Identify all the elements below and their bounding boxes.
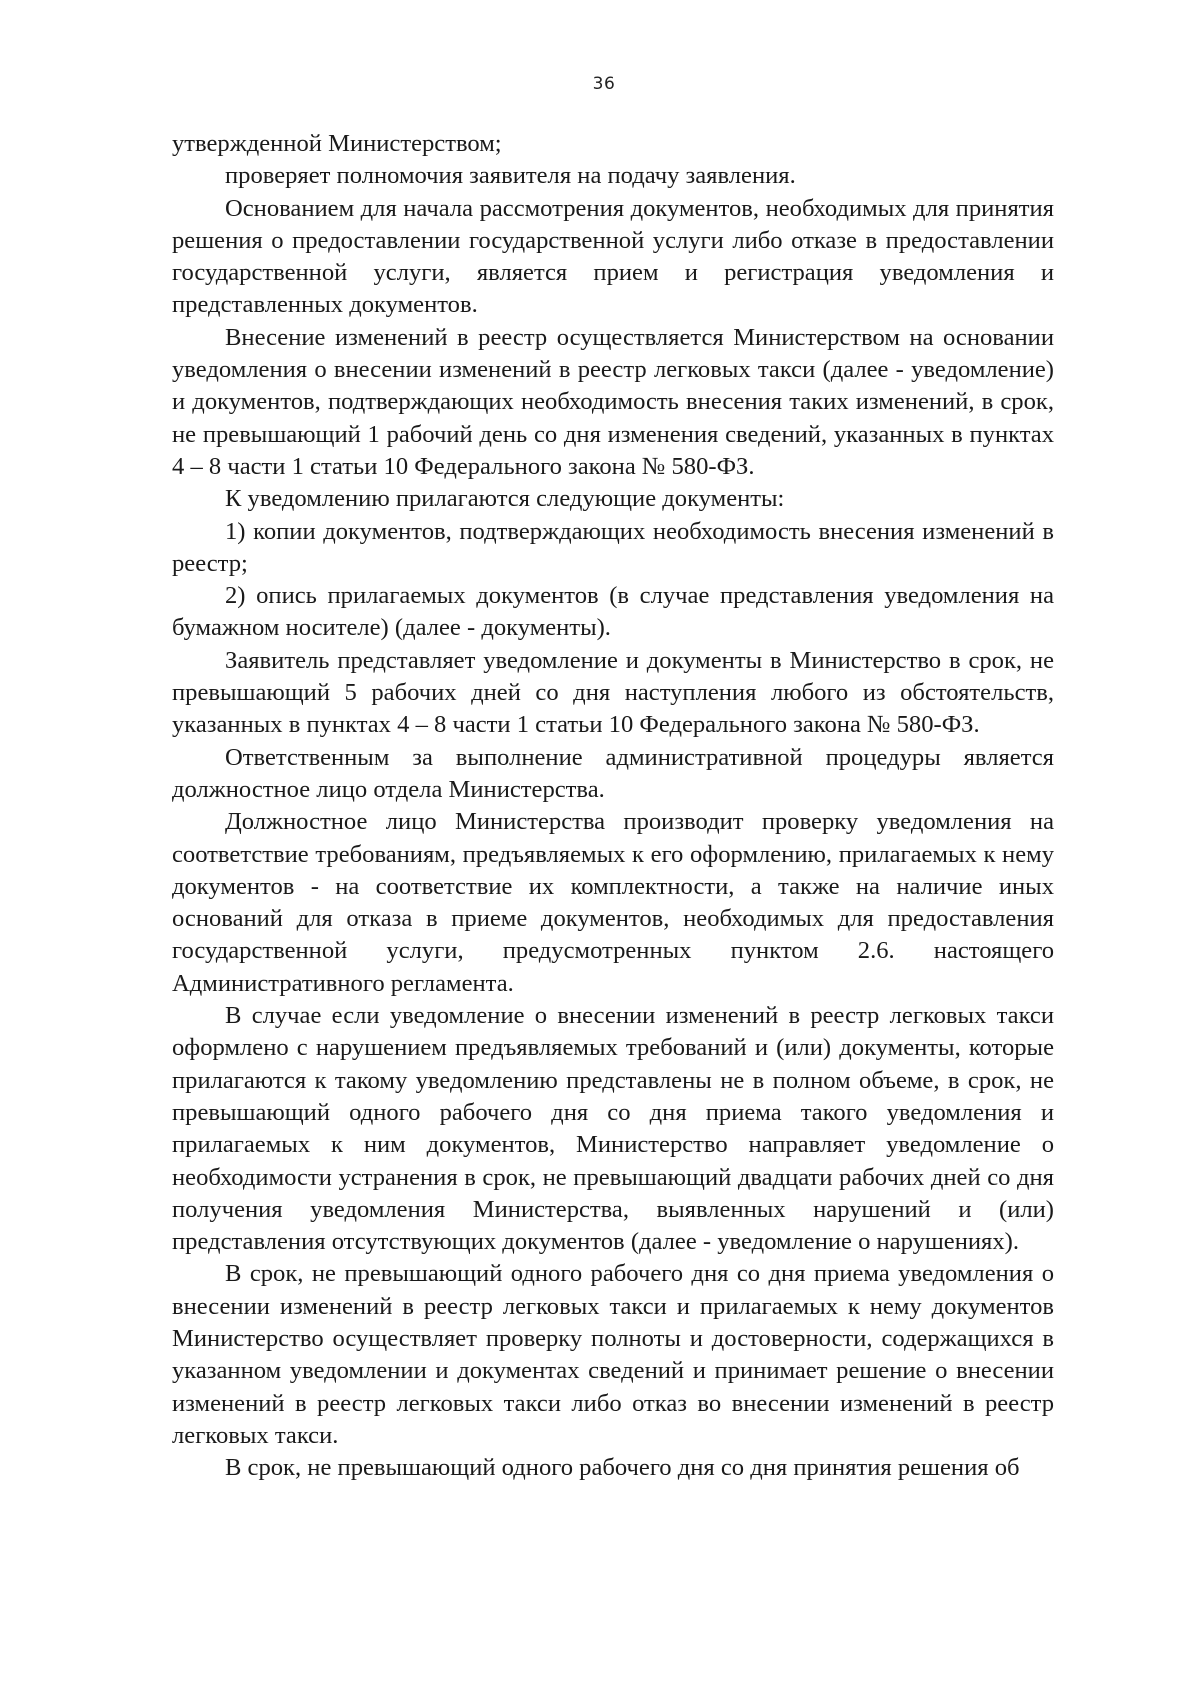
list-item: 2) опись прилагаемых документов (в случае представления уведомления на бумажном носителе) (далее - документы). [172, 582, 1054, 642]
paragraph: Заявитель представляет уведомление и документы в Министерство в срок, не превышающий 5 рабочих дней со дня наступления любого из обстоятельств, указанных в пунктах 4 – 8 части 1 статьи 10 Федерального закона № 580-ФЗ. [172, 646, 1054, 739]
paragraph: К уведомлению прилагаются следующие документы: [225, 485, 785, 513]
paragraph: проверяет полномочия заявителя на подачу заявления. [225, 162, 796, 190]
paragraph: Внесение изменений в реестр осуществляется Министерством на основании уведомления о внесении изменений в реестр легковых такси (далее - уведомление) и документов, подтверждающих необходимость внесения таких изменений, в срок, не превышающий 1 рабочий день со дня изменения сведений, указанных в пунктах 4 – 8 части 1 статьи 10 Федерального закона № 580-ФЗ. [172, 323, 1054, 480]
document-body [172, 128, 1054, 1484]
paragraph: В случае если уведомление о внесении изменений в реестр легковых такси оформлено с нарушением предъявляемых требований и (или) документы, которые прилагаются к такому уведомлению представлены не в полном объеме, в срок, не превышающий одного рабочего дня со дня приема такого уведомления и прилагаемых к ним документов, Министерство направляет уведомление о необходимости устранения в срок, не превышающий двадцати рабочих дней со дня получения уведомления Министерства, выявленных нарушений и (или) представления отсутствующих документов (далее - уведомление о нарушениях). [172, 1002, 1054, 1256]
page-number: 36 [592, 74, 616, 94]
paragraph: Ответственным за выполнение административной процедуры является должностное лицо отдела Министерства. [172, 743, 1054, 803]
paragraph: В срок, не превышающий одного рабочего дня со дня принятия решения об [225, 1454, 1020, 1482]
paragraph: утвержденной Министерством; [172, 130, 502, 157]
paragraph: Должностное лицо Министерства производит проверку уведомления на соответствие требованиям, предъявляемых к его оформлению, прилагаемых к нему документов - на соответствие их комплектности, а также на наличие иных оснований для отказа в приеме документов, необходимых для предоставления государственной услуги, предусмотренных пунктом 2.6. настоящего Административного регламента. [172, 808, 1054, 997]
paragraph: Основанием для начала рассмотрения документов, необходимых для принятия решения о предоставлении государственной услуги либо отказе в предоставлении государственной услуги, является прием и регистрация уведомления и представленных документов. [172, 194, 1054, 319]
list-item: 1) копии документов, подтверждающих необходимость внесения изменений в реестр; [172, 517, 1054, 577]
paragraph: В срок, не превышающий одного рабочего дня со дня приема уведомления о внесении изменений в реестр легковых такси и прилагаемых к нему документов Министерство осуществляет проверку полноты и достоверности, содержащихся в указанном уведомлении и документах сведений и принимает решение о внесении изменений в реестр легковых такси либо отказ во внесении изменений в реестр легковых такси. [172, 1260, 1054, 1449]
